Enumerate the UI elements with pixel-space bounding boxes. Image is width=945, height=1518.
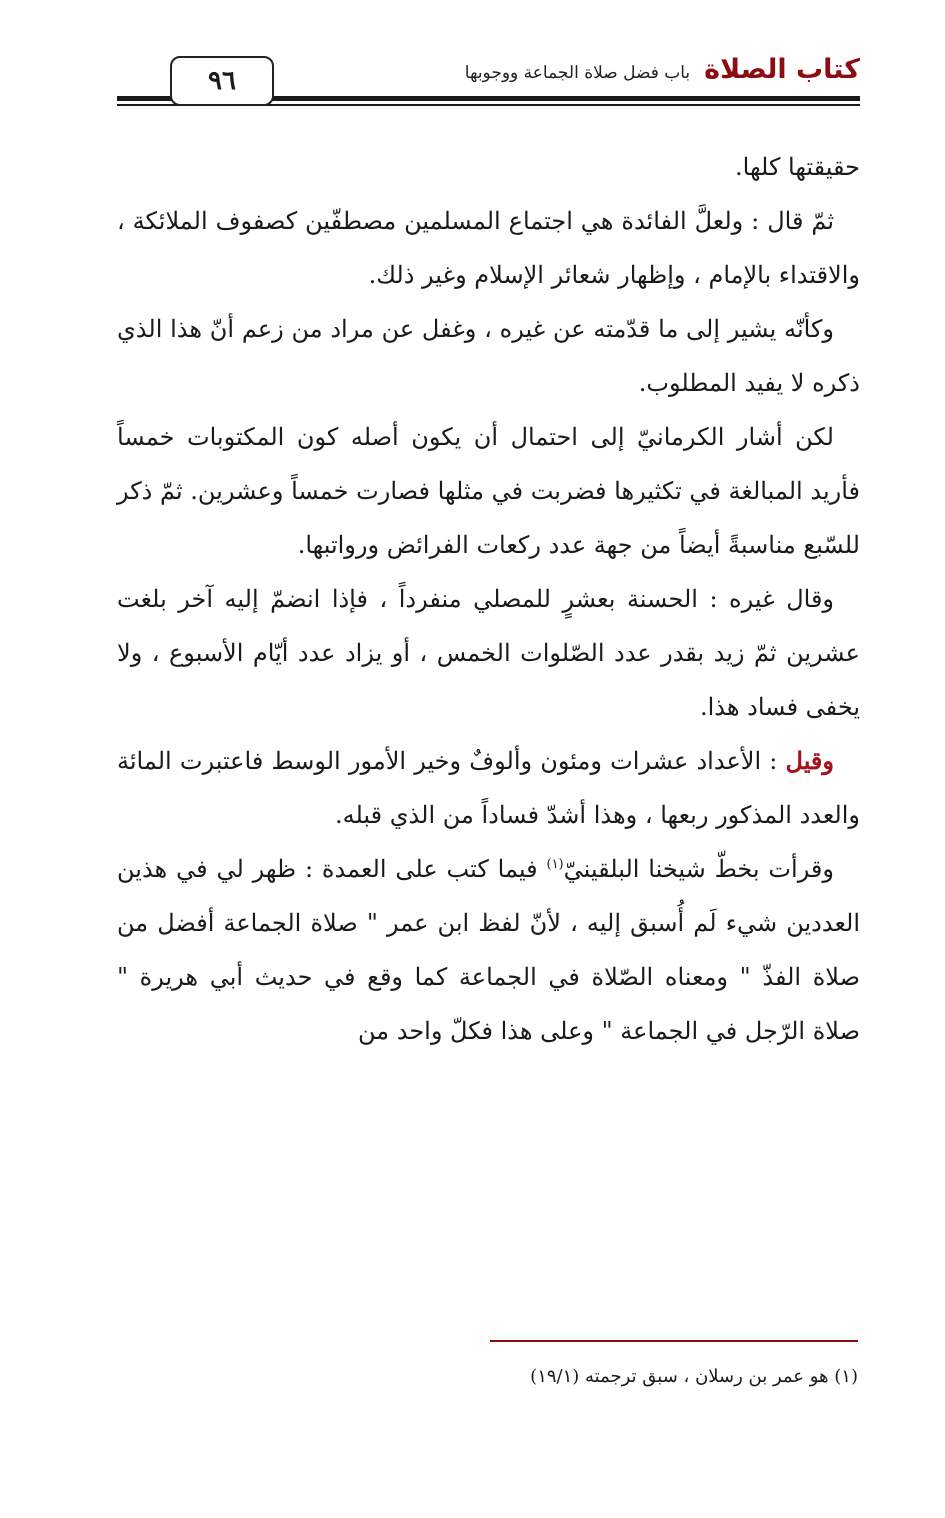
paragraph-1: حقيقتها كلها. <box>735 153 860 181</box>
book-title: كتاب الصلاة <box>704 54 860 85</box>
paragraph-6-text: : الأعداد عشرات ومئون وألوفٌ وخير الأمور الوسط فاعتبرت المائة والعدد المذكور ربعها ، وهذا أشدّ فساداً من الذي قبله. <box>117 747 860 829</box>
chapter-title: باب فضل صلاة الجماعة ووجوبها <box>464 63 691 83</box>
paragraph-6 <box>117 734 860 842</box>
paragraph-7-text-b: فيما كتب على العمدة : ظهر لي في هذين العددين شيء لَم أُسبق إليه ، لأنّ لفظ ابن عمر " صلاة الجماعة أفضل من صلاة الفذّ " ومعناه الصّلاة في الجماعة كما وقع في حديث أبي هريرة " صلاة الرّجل في الجماعة " وعلى هذا فكلّ واحد من <box>117 855 860 1045</box>
page-number: ٩٦ <box>208 66 236 96</box>
footnote-reference[interactable]: (١) <box>546 857 564 872</box>
page-number-box <box>170 56 274 106</box>
footnote-separator <box>490 1340 858 1342</box>
paragraph-7 <box>117 842 860 1058</box>
header-titles <box>465 54 860 85</box>
paragraph-3: وكأنّه يشير إلى ما قدّمته عن غيره ، وغفل عن مراد من زعم أنّ هذا الذي ذكره لا يفيد المطلوب. <box>117 315 860 397</box>
paragraph-4: لكن أشار الكرمانيّ إلى احتمال أن يكون أصله كون المكتوبات خمساً فأريد المبالغة في تكثيرها فضربت في مثلها فصارت خمساً وعشرين. ثمّ ذكر للسّبع مناسبةً أيضاً من جهة عدد ركعات الفرائض ورواتبها. <box>117 423 860 559</box>
footnote: (١) هو عمر بن رسلان ، سبق ترجمته (١٩/١) <box>530 1366 858 1387</box>
paragraph-6-label: وقيل <box>785 746 834 775</box>
paragraph-7-text-a: وقرأت بخطّ شيخنا البلقينيّ <box>563 855 834 883</box>
paragraph-2: ثمّ قال : ولعلَّ الفائدة هي اجتماع المسلمين مصطفّين كصفوف الملائكة ، والاقتداء بالإمام ، وإظهار شعائر الإسلام وغير ذلك. <box>117 207 860 289</box>
page-header <box>117 52 860 112</box>
paragraph-5: وقال غيره : الحسنة بعشرٍ للمصلي منفرداً ، فإذا انضمّ إليه آخر بلغت عشرين ثمّ زيد بقدر عدد الصّلوات الخمس ، أو يزاد عدد أيّام الأسبوع ، ولا يخفى فساد هذا. <box>117 585 860 721</box>
main-text <box>117 140 860 1058</box>
